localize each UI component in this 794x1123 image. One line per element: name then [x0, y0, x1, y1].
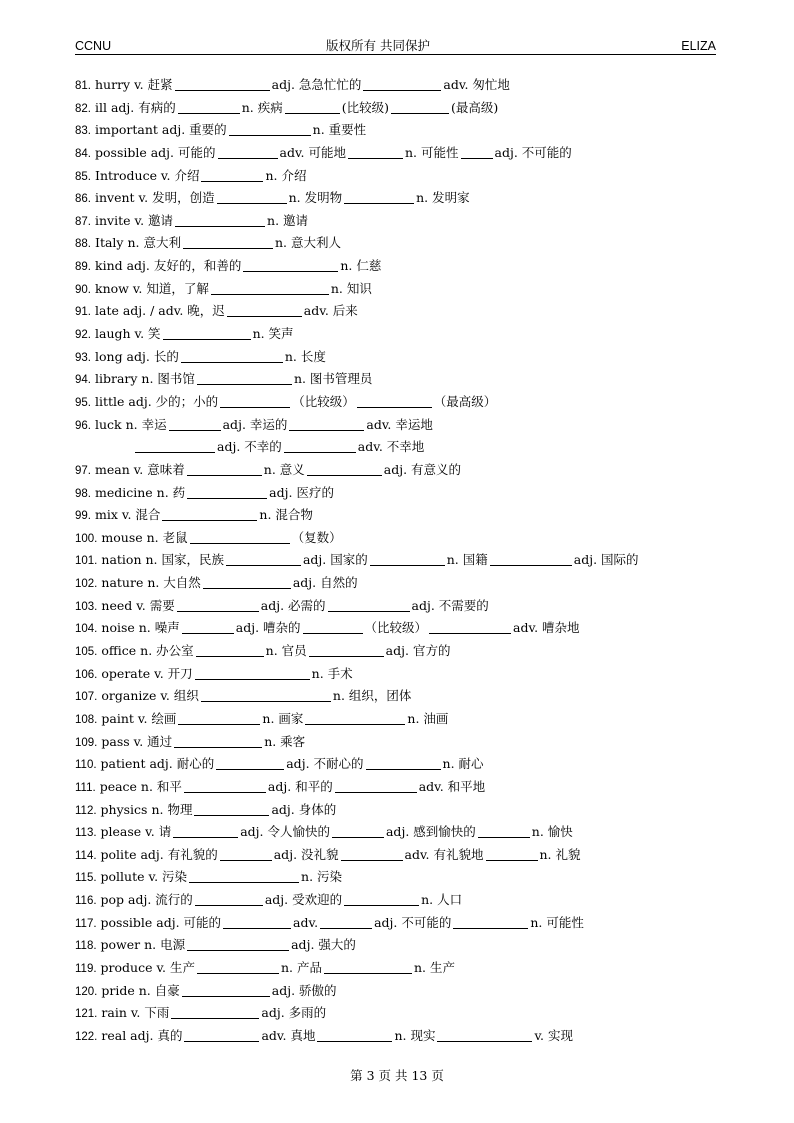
answer-blank[interactable] — [320, 914, 372, 929]
vocab-text: n. 油画 — [407, 710, 449, 726]
vocab-text: n. 画家 — [262, 710, 304, 726]
vocab-text: operate v. 开刀 — [101, 665, 193, 681]
answer-blank[interactable] — [201, 167, 263, 182]
item-number: 103. — [75, 600, 98, 613]
answer-blank[interactable] — [486, 846, 538, 861]
vocab-text: (比较级) — [341, 99, 390, 115]
answer-blank[interactable] — [182, 619, 234, 634]
answer-blank[interactable] — [173, 823, 238, 838]
vocab-line — [75, 640, 725, 663]
item-number: 108. — [75, 713, 98, 726]
item-number: 104. — [75, 623, 98, 636]
item-number: 83. — [75, 125, 91, 138]
vocab-text: n. 邀请 — [267, 212, 309, 228]
answer-blank[interactable] — [429, 619, 511, 634]
vocab-line — [75, 753, 725, 776]
vocab-text: （比较级） — [292, 393, 355, 409]
answer-blank[interactable] — [391, 99, 449, 114]
item-number: 85. — [75, 170, 91, 183]
vocab-text: n. 产品 — [280, 959, 322, 975]
vocab-line — [75, 731, 725, 754]
vocab-text: know v. 知道，了解 — [95, 280, 209, 296]
vocab-text: n. 乘客 — [264, 733, 306, 749]
vocab-text: adj. 急急忙忙的 — [271, 77, 362, 92]
vocab-text: real adj. 真的 — [101, 1027, 183, 1043]
answer-blank[interactable] — [335, 778, 417, 793]
vocab-line — [75, 617, 725, 640]
answer-blank[interactable] — [223, 914, 291, 929]
vocab-text: adj. 医疗的 — [269, 484, 334, 500]
vocab-line — [75, 1025, 725, 1048]
vocab-text: n. 现实 — [394, 1027, 436, 1043]
vocab-text: n. 图书管理员 — [293, 371, 373, 387]
vocab-line — [75, 980, 725, 1003]
page-footer: 第 3 页 共 13 页 — [350, 1068, 444, 1083]
item-number: 106. — [75, 668, 98, 681]
vocab-text: adv. 真地 — [261, 1027, 316, 1043]
answer-blank[interactable] — [317, 1027, 392, 1042]
item-number: 102. — [75, 578, 98, 591]
item-number: 110. — [75, 759, 97, 772]
vocab-text: organize v. 组织 — [101, 688, 199, 704]
item-number: 120. — [75, 985, 98, 998]
answer-blank[interactable] — [370, 551, 445, 566]
item-number: 86. — [75, 193, 91, 206]
vocab-line — [75, 934, 725, 957]
vocab-line — [75, 844, 725, 867]
item-number: 118. — [75, 940, 97, 953]
answer-blank[interactable] — [211, 280, 329, 295]
answer-blank[interactable] — [227, 302, 302, 317]
vocab-text: produce v. 生产 — [100, 959, 195, 975]
answer-blank[interactable] — [284, 438, 356, 453]
vocab-text: power n. 电源 — [100, 937, 186, 953]
item-number: 107. — [75, 691, 98, 704]
answer-blank[interactable] — [183, 234, 273, 249]
answer-blank[interactable] — [218, 144, 278, 159]
vocab-text: invent v. 发明，创造 — [95, 190, 215, 206]
vocab-text: adj. 自然的 — [292, 575, 358, 591]
vocab-text: n. 发明家 — [416, 190, 470, 206]
vocab-line — [75, 527, 725, 550]
answer-blank[interactable] — [324, 959, 412, 974]
item-number: 93. — [75, 351, 91, 364]
item-number: 101. — [75, 555, 98, 568]
item-number: 87. — [75, 215, 91, 228]
answer-blank[interactable] — [189, 868, 299, 883]
answer-blank[interactable] — [344, 189, 414, 204]
vocab-text: n. 长度 — [284, 348, 326, 364]
vocab-text: adj. 国际的 — [573, 552, 639, 568]
vocab-text: n. 耐心 — [442, 756, 484, 772]
item-number: 96. — [75, 419, 91, 432]
item-number: 112. — [75, 804, 97, 817]
item-number: 105. — [75, 646, 98, 659]
answer-blank[interactable] — [196, 642, 264, 657]
answer-blank[interactable] — [220, 393, 290, 408]
vocab-text: possible adj. 可能的 — [95, 144, 216, 160]
vocab-text: pass v. 通过 — [101, 733, 173, 749]
answer-blank[interactable] — [184, 1027, 259, 1042]
vocab-text: mean v. 意味着 — [95, 461, 185, 477]
answer-blank[interactable] — [363, 76, 441, 91]
item-number: 92. — [75, 329, 91, 342]
vocab-text: adj. 身体的 — [271, 801, 337, 817]
vocab-text: adv. 可能地 — [279, 144, 346, 160]
vocab-text: late adj. / adv. 晚，迟 — [95, 303, 225, 319]
vocab-text: peace n. 和平 — [99, 778, 182, 794]
vocab-line — [75, 436, 725, 459]
vocab-line — [75, 821, 725, 844]
vocab-line — [75, 346, 725, 369]
item-number: 100. — [75, 532, 98, 545]
vocab-text: laugh v. 笑 — [95, 326, 161, 342]
answer-blank[interactable] — [217, 189, 287, 204]
vocab-text: adj. 令人愉快的 — [240, 824, 330, 840]
vocab-text: please v. 请 — [100, 824, 172, 840]
item-number: 97. — [75, 464, 91, 477]
item-number: 119. — [75, 962, 97, 975]
vocab-text: office n. 办公室 — [101, 643, 194, 659]
vocab-text: adv. 不幸地 — [357, 439, 425, 455]
answer-blank[interactable] — [307, 461, 382, 476]
vocab-text: nation n. 国家，民族 — [101, 552, 224, 568]
vocab-text: adj. 嘈杂的 — [235, 620, 301, 636]
vocab-text: adj. 骄傲的 — [271, 982, 337, 998]
vocab-text: adv. 有礼貌地 — [404, 846, 484, 862]
answer-blank[interactable] — [437, 1027, 532, 1042]
vocab-line — [75, 799, 725, 822]
vocabulary-list — [75, 74, 725, 1048]
vocab-text: adv. — [293, 914, 319, 930]
item-number: 109. — [75, 736, 98, 749]
answer-blank[interactable] — [175, 212, 265, 227]
answer-blank[interactable] — [178, 710, 260, 725]
vocab-text: adj. 不可能的 — [374, 914, 452, 930]
vocab-line — [75, 912, 725, 935]
vocab-text: patient adj. 耐心的 — [100, 756, 215, 772]
vocab-text: adv. 和平地 — [418, 778, 486, 794]
vocab-text: adj. 没礼貌 — [273, 846, 339, 862]
vocab-text: need v. 需要 — [101, 597, 175, 613]
answer-blank[interactable] — [203, 574, 291, 589]
vocab-text: n. 可能性 — [530, 914, 584, 930]
item-number: 94. — [75, 374, 91, 387]
vocab-text: hurry v. 赶紧 — [95, 77, 173, 92]
vocab-text: n. 意大利人 — [274, 235, 341, 251]
vocab-text: n. 生产 — [413, 959, 455, 975]
vocab-text: n. 仁慈 — [340, 258, 382, 274]
vocab-text: Italy n. 意大利 — [95, 235, 181, 251]
vocab-text: adj. 官方的 — [385, 643, 451, 659]
vocab-text: adj. 和平的 — [267, 778, 333, 794]
vocab-text: adj. 强大的 — [291, 937, 356, 953]
answer-blank[interactable] — [163, 325, 251, 340]
item-number: 116. — [75, 895, 97, 908]
item-number: 98. — [75, 487, 91, 500]
answer-blank[interactable] — [201, 687, 331, 702]
vocab-line — [75, 323, 725, 346]
vocab-text: adj. 必需的 — [260, 597, 326, 613]
vocab-text: （复数） — [291, 529, 342, 545]
header-left: CCNU — [75, 39, 112, 53]
vocab-text: adj. 幸运的 — [222, 416, 288, 432]
answer-blank[interactable] — [309, 642, 384, 657]
vocab-text: adv. 匆忙地 — [443, 77, 510, 92]
item-number: 82. — [75, 102, 91, 115]
item-number: 81. — [75, 80, 91, 92]
vocab-line — [75, 278, 725, 301]
vocab-line — [75, 74, 725, 97]
item-number: 88. — [75, 238, 91, 251]
answer-blank[interactable] — [195, 665, 310, 680]
item-number: 90. — [75, 283, 91, 296]
vocab-text: medicine n. 药 — [95, 484, 186, 500]
vocab-text: adj. 多雨的 — [261, 1005, 327, 1021]
vocab-text: n. 官员 — [265, 643, 307, 659]
vocab-text: polite adj. 有礼貌的 — [100, 846, 218, 862]
vocab-line — [75, 504, 725, 527]
vocab-text: n. 人口 — [421, 892, 463, 908]
vocab-text: paint v. 绘画 — [101, 710, 177, 726]
vocab-text: adj. 不需要的 — [411, 597, 489, 613]
vocab-line — [75, 663, 725, 686]
item-number: 111. — [75, 781, 96, 794]
answer-blank[interactable] — [305, 710, 405, 725]
vocab-text: possible adj. 可能的 — [100, 914, 222, 930]
answer-blank[interactable] — [177, 597, 259, 612]
vocab-text: long adj. 长的 — [95, 348, 179, 364]
item-number: 95. — [75, 396, 91, 409]
vocab-text: mix v. 混合 — [95, 507, 161, 523]
vocab-text: n. 手术 — [311, 665, 353, 681]
vocab-line — [75, 708, 725, 731]
vocab-line — [75, 414, 725, 437]
vocab-text: n. 污染 — [301, 869, 343, 885]
vocab-text: n. 重要性 — [312, 122, 367, 138]
item-number: 114. — [75, 849, 97, 862]
vocab-text: n. 意义 — [263, 461, 305, 477]
vocab-text: n. 介绍 — [265, 167, 307, 183]
vocab-text: physics n. 物理 — [100, 801, 193, 817]
vocab-line — [75, 957, 725, 980]
answer-blank[interactable] — [366, 755, 441, 770]
item-number: 115. — [75, 872, 97, 885]
vocab-line — [75, 482, 725, 505]
item-number: 122. — [75, 1030, 98, 1043]
answer-blank[interactable] — [194, 801, 269, 816]
answer-blank[interactable] — [169, 416, 221, 431]
vocab-text: library n. 图书馆 — [95, 371, 195, 387]
vocab-text: adj. 不可能的 — [494, 144, 572, 160]
vocab-line — [75, 1002, 725, 1025]
vocab-line — [75, 255, 725, 278]
item-number: 89. — [75, 261, 91, 274]
vocab-text: adj. 有意义的 — [383, 461, 462, 477]
answer-blank[interactable] — [162, 506, 257, 521]
answer-blank[interactable] — [190, 529, 290, 544]
vocab-text: nature n. 大自然 — [101, 575, 201, 591]
header-right: ELIZA — [681, 39, 716, 53]
answer-blank[interactable] — [181, 348, 283, 363]
vocab-line — [75, 595, 725, 618]
item-number: 99. — [75, 510, 91, 523]
vocab-text: n. 发明物 — [288, 190, 343, 206]
answer-blank[interactable] — [184, 778, 266, 793]
vocab-line — [75, 549, 725, 572]
answer-blank[interactable] — [285, 99, 340, 114]
answer-blank[interactable] — [332, 823, 384, 838]
vocab-text: kind adj. 友好的，和善的 — [95, 258, 242, 274]
vocab-line — [75, 889, 725, 912]
item-number: 113. — [75, 827, 97, 840]
answer-blank[interactable] — [216, 755, 284, 770]
vocab-text: adj. 不耐心的 — [286, 756, 364, 772]
vocab-line — [75, 368, 725, 391]
answer-blank[interactable] — [357, 393, 432, 408]
answer-blank[interactable] — [348, 144, 403, 159]
answer-blank[interactable] — [197, 370, 292, 385]
vocab-text: n. 组织，团体 — [332, 688, 412, 704]
answer-blank[interactable] — [461, 144, 493, 159]
vocab-text: n. 国籍 — [446, 552, 488, 568]
vocab-text: adv. 后来 — [303, 303, 358, 319]
header-center: 版权所有 共同保护 — [326, 38, 430, 53]
item-number: 91. — [75, 306, 91, 319]
vocab-text: n. 笑声 — [252, 326, 294, 342]
vocab-line — [75, 165, 725, 188]
vocab-text: adj. 感到愉快的 — [385, 824, 476, 840]
vocab-text: n. 混合物 — [259, 507, 313, 523]
answer-blank[interactable] — [226, 551, 301, 566]
vocab-line — [75, 187, 725, 210]
answer-blank[interactable] — [182, 982, 270, 997]
vocab-line — [75, 776, 725, 799]
vocab-text: ill adj. 有病的 — [95, 99, 176, 115]
vocab-text: adv. 幸运地 — [366, 416, 433, 432]
vocab-line — [75, 685, 725, 708]
vocab-text: noise n. 噪声 — [101, 620, 180, 636]
answer-blank[interactable] — [243, 257, 338, 272]
vocab-line — [75, 572, 725, 595]
vocab-text: little adj. 少的；小的 — [95, 393, 219, 409]
vocab-text: （最高级） — [433, 393, 497, 409]
vocab-text: Introduce v. 介绍 — [95, 167, 200, 183]
vocab-text: （比较级） — [364, 620, 428, 636]
vocab-text: rain v. 下雨 — [101, 1005, 170, 1021]
vocab-text: n. 礼貌 — [539, 846, 581, 862]
answer-blank[interactable] — [195, 891, 263, 906]
answer-blank[interactable] — [490, 551, 572, 566]
item-number: 121. — [75, 1008, 98, 1021]
answer-blank[interactable] — [187, 484, 267, 499]
vocab-text: (最高级) — [451, 99, 499, 115]
answer-blank[interactable] — [478, 823, 530, 838]
page-header — [75, 38, 716, 55]
answer-blank[interactable] — [178, 99, 240, 114]
vocab-line — [75, 232, 725, 255]
vocab-text: luck n. 幸运 — [95, 416, 167, 432]
answer-blank[interactable] — [453, 914, 528, 929]
vocab-text: mouse n. 老鼠 — [101, 529, 188, 545]
answer-blank[interactable] — [344, 891, 419, 906]
answer-blank[interactable] — [289, 416, 364, 431]
vocab-text: pollute v. 污染 — [100, 869, 188, 885]
answer-blank[interactable] — [328, 597, 410, 612]
answer-blank[interactable] — [175, 76, 270, 91]
vocab-line — [75, 119, 725, 142]
vocab-line — [75, 391, 725, 414]
answer-blank[interactable] — [341, 846, 403, 861]
vocab-text: adj. 不幸的 — [217, 439, 282, 455]
vocab-text: n. 可能性 — [405, 144, 459, 160]
answer-blank[interactable] — [174, 733, 262, 748]
vocab-text: pop adj. 流行的 — [100, 892, 193, 908]
vocab-line — [75, 142, 725, 165]
answer-blank[interactable] — [135, 438, 215, 453]
vocab-text: pride n. 自豪 — [101, 982, 180, 998]
answer-blank[interactable] — [303, 619, 363, 634]
vocab-line — [75, 866, 725, 889]
vocab-text: n. 疾病 — [241, 99, 283, 115]
vocab-text: v. 实现 — [534, 1027, 573, 1043]
item-number: 84. — [75, 147, 91, 160]
vocab-text: n. 愉快 — [531, 824, 573, 840]
vocab-text: adv. 嘈杂地 — [513, 620, 580, 636]
answer-blank[interactable] — [187, 936, 289, 951]
answer-blank[interactable] — [171, 1004, 259, 1019]
answer-blank[interactable] — [229, 121, 311, 136]
vocab-line — [75, 300, 725, 323]
vocab-line — [75, 210, 725, 233]
vocab-text: adj. 受欢迎的 — [264, 892, 343, 908]
item-number: 117. — [75, 917, 97, 930]
answer-blank[interactable] — [220, 846, 272, 861]
vocab-line — [75, 459, 725, 482]
vocab-text: adj. 国家的 — [302, 552, 368, 568]
answer-blank[interactable] — [197, 959, 279, 974]
answer-blank[interactable] — [187, 461, 262, 476]
vocab-text: invite v. 邀请 — [95, 212, 174, 228]
vocab-line — [75, 97, 725, 120]
vocab-text: n. 知识 — [330, 280, 372, 296]
vocab-text: important adj. 重要的 — [95, 122, 227, 138]
